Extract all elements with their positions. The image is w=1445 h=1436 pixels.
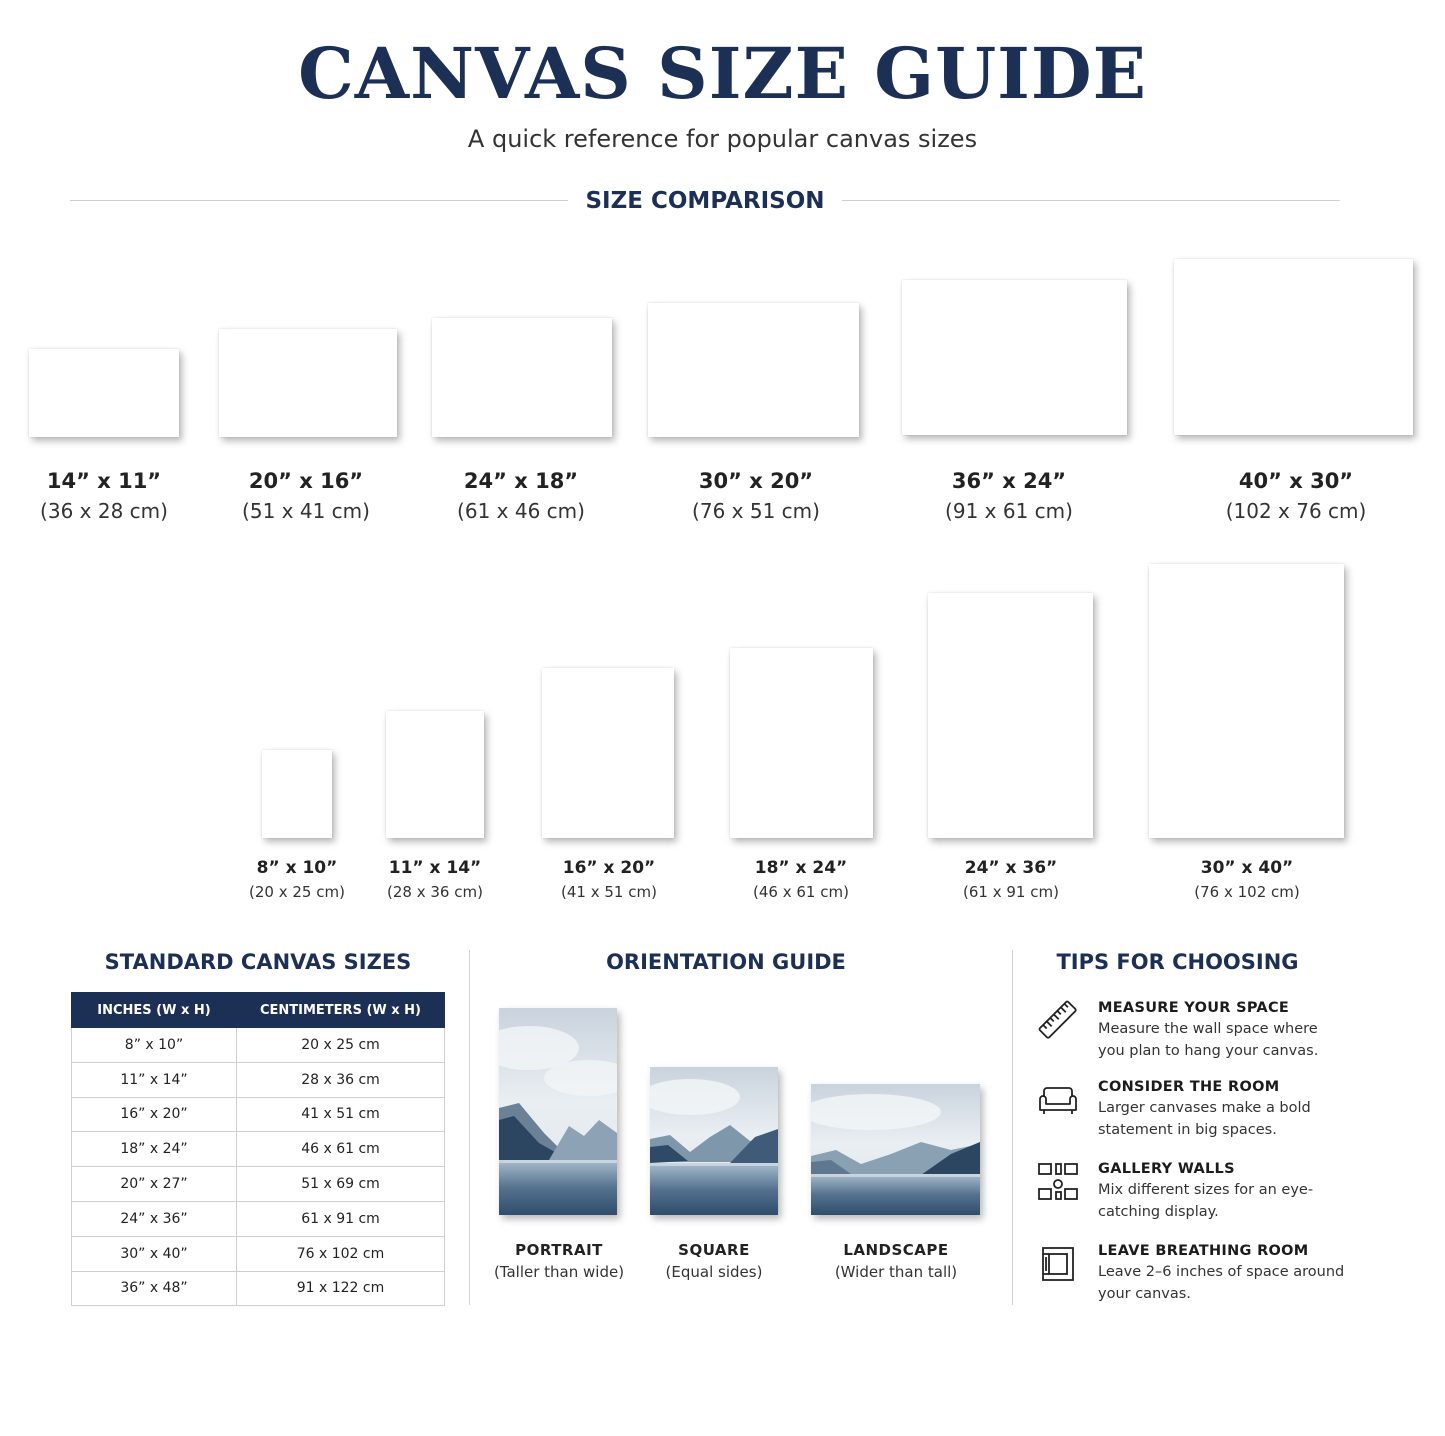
size-label-30x20 [676, 467, 836, 527]
tip-title: LEAVE BREATHING ROOM [1098, 1243, 1309, 1259]
size-label-18x24 [731, 857, 871, 905]
size-inches: 11” x 14” [388, 858, 482, 878]
tip-title: MEASURE YOUR SPACE [1098, 1000, 1290, 1016]
orientation-name: SQUARE [678, 1241, 750, 1259]
orientation-desc: (Equal sides) [665, 1263, 763, 1281]
table-cell: 46 x 61 cm [237, 1132, 445, 1167]
table-header-row [72, 993, 445, 1028]
table-cell: 24” x 36” [72, 1201, 237, 1236]
tip-desc: Measure the wall space where you plan to hang your canvas. [1098, 1021, 1319, 1059]
size-label-24x36 [941, 857, 1081, 905]
size-label-14x11 [24, 467, 184, 527]
column-divider [469, 950, 470, 1305]
tip-title: CONSIDER THE ROOM [1098, 1079, 1280, 1095]
column-header-inches: INCHES (W x H) [72, 993, 237, 1028]
size-cm: (46 x 61 cm) [753, 883, 849, 901]
table-row [72, 1236, 445, 1271]
orientation-name: LANDSCAPE [843, 1241, 949, 1259]
table-cell: 16” x 20” [72, 1097, 237, 1132]
tip-title: GALLERY WALLS [1098, 1161, 1235, 1177]
table-cell: 18” x 24” [72, 1132, 237, 1167]
size-label-24x18 [441, 467, 601, 527]
size-cm: (76 x 102 cm) [1194, 883, 1300, 901]
canvas-landscape-30x20 [648, 303, 859, 437]
gallery-wall-icon [1036, 1159, 1080, 1203]
canvas-portrait-24x36 [928, 593, 1093, 838]
table-cell: 8” x 10” [72, 1028, 237, 1063]
table-cell: 28 x 36 cm [237, 1062, 445, 1097]
table-row [72, 1201, 445, 1236]
tips-heading: TIPS FOR CHOOSING [1056, 950, 1299, 974]
size-cm: (36 x 28 cm) [40, 499, 168, 523]
size-cm: (28 x 36 cm) [387, 883, 483, 901]
size-inches: 36” x 24” [951, 469, 1067, 493]
canvas-portrait-8x10 [262, 750, 332, 838]
canvas-landscape-36x24 [902, 280, 1127, 435]
landscape-landscape-image [811, 1084, 980, 1215]
size-label-11x14 [365, 857, 505, 905]
table-cell: 91 x 122 cm [237, 1271, 445, 1306]
orientation-label-landscape [816, 1239, 976, 1283]
size-label-36x24 [929, 467, 1089, 527]
size-label-16x20 [539, 857, 679, 905]
size-inches: 30” x 20” [698, 469, 814, 493]
canvas-portrait-11x14 [386, 711, 484, 838]
size-label-40x30 [1206, 467, 1386, 527]
size-inches: 30” x 40” [1200, 858, 1294, 878]
size-inches: 24” x 36” [964, 858, 1058, 878]
size-inches: 18” x 24” [754, 858, 848, 878]
canvas-landscape-40x30 [1174, 259, 1413, 435]
size-cm: (102 x 76 cm) [1225, 499, 1367, 523]
table-cell: 20” x 27” [72, 1167, 237, 1202]
size-inches: 14” x 11” [46, 469, 162, 493]
column-header-centimeters: CENTIMETERS (W x H) [237, 993, 445, 1028]
size-cm: (91 x 61 cm) [945, 499, 1073, 523]
table-cell: 61 x 91 cm [237, 1201, 445, 1236]
size-cm: (76 x 51 cm) [692, 499, 820, 523]
table-cell: 11” x 14” [72, 1062, 237, 1097]
page-subtitle: A quick reference for popular canvas sizes [467, 125, 978, 153]
size-cm: (20 x 25 cm) [249, 883, 345, 901]
orientation-desc: (Wider than tall) [834, 1263, 958, 1281]
canvas-landscape-24x18 [432, 318, 612, 437]
canvas-landscape-14x11 [29, 349, 179, 437]
tip-desc: Mix different sizes for an eye-catching display. [1098, 1182, 1314, 1220]
size-cm: (51 x 41 cm) [242, 499, 370, 523]
canvas-portrait-18x24 [730, 648, 873, 838]
sofa-icon [1036, 1077, 1080, 1121]
square-landscape-image [650, 1067, 778, 1215]
size-inches: 8” x 10” [256, 858, 338, 878]
frame-spacing-icon [1036, 1241, 1080, 1285]
table-row [72, 1097, 445, 1132]
size-cm: (61 x 91 cm) [963, 883, 1059, 901]
tip-desc: Leave 2–6 inches of space around your canvas. [1098, 1264, 1345, 1302]
tip-desc: Larger canvases make a bold statement in big spaces. [1098, 1100, 1311, 1138]
orientation-label-portrait [489, 1239, 629, 1283]
size-cm: (41 x 51 cm) [561, 883, 657, 901]
table-cell: 30” x 40” [72, 1236, 237, 1271]
table-row [72, 1167, 445, 1202]
size-label-8x10 [227, 857, 367, 905]
table-cell: 76 x 102 cm [237, 1236, 445, 1271]
portrait-landscape-image [499, 1008, 617, 1215]
table-row [72, 1028, 445, 1063]
table-row [72, 1271, 445, 1306]
page-title: CANVAS SIZE GUIDE [298, 32, 1147, 115]
divider-right [842, 200, 1340, 201]
canvas-landscape-20x16 [219, 329, 397, 437]
table-cell: 41 x 51 cm [237, 1097, 445, 1132]
standard-sizes-heading: STANDARD CANVAS SIZES [104, 950, 412, 974]
orientation-name: PORTRAIT [515, 1241, 603, 1259]
size-inches: 20” x 16” [248, 469, 364, 493]
canvas-portrait-30x40 [1149, 564, 1344, 838]
size-comparison-header [0, 186, 1445, 216]
size-comparison-heading: SIZE COMPARISON [585, 188, 825, 214]
size-inches: 16” x 20” [562, 858, 656, 878]
canvas-portrait-16x20 [542, 668, 674, 838]
ruler-icon [1036, 998, 1080, 1042]
table-cell: 36” x 48” [72, 1271, 237, 1306]
size-label-20x16 [226, 467, 386, 527]
orientation-guide-heading: ORIENTATION GUIDE [606, 950, 846, 974]
size-inches: 24” x 18” [463, 469, 579, 493]
table-row [72, 1132, 445, 1167]
size-label-30x40 [1172, 857, 1322, 905]
standard-sizes-table [71, 992, 445, 1306]
size-cm: (61 x 46 cm) [457, 499, 585, 523]
size-inches: 40” x 30” [1238, 469, 1354, 493]
table-cell: 51 x 69 cm [237, 1167, 445, 1202]
table-cell: 20 x 25 cm [237, 1028, 445, 1063]
table-row [72, 1062, 445, 1097]
orientation-label-square [644, 1239, 784, 1283]
orientation-desc: (Taller than wide) [493, 1263, 625, 1281]
column-divider [1012, 950, 1013, 1305]
